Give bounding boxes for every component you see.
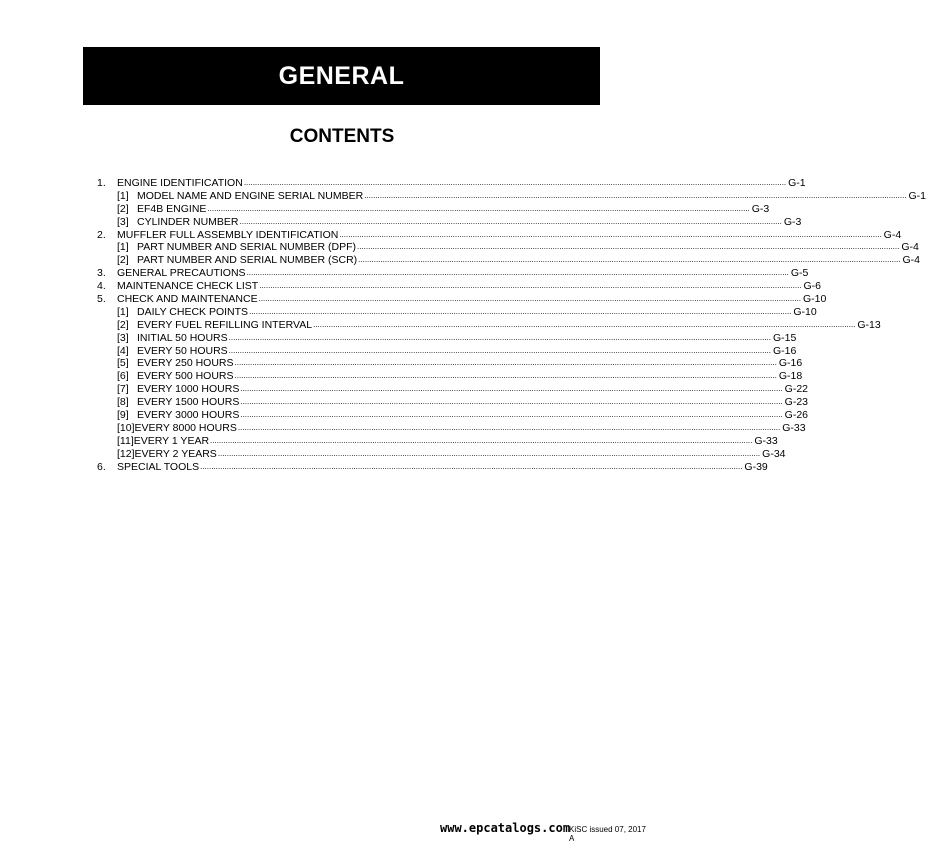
toc-leader-dots <box>247 266 789 280</box>
toc-entry-subnumber: [6] <box>117 370 129 383</box>
toc-entry-label: EVERY 8000 HOURS <box>134 421 237 434</box>
toc-entry-label: EVERY 3000 HOURS <box>137 409 240 422</box>
toc-leader-dots <box>218 447 760 461</box>
toc-entry-subnumber: [9] <box>117 409 129 422</box>
toc-leader-dots <box>240 395 782 409</box>
toc-entry-page: G-3 <box>751 202 770 215</box>
toc-entry-page: G-22 <box>784 383 809 396</box>
toc-leader-dots <box>249 305 791 319</box>
issue-note: KiSC issued 07, 2017 A <box>569 825 646 843</box>
toc-entry-page: G-4 <box>883 228 902 241</box>
toc-entry-label: MAINTENANCE CHECK LIST <box>117 280 259 293</box>
toc-entry-subnumber: [5] <box>117 357 129 370</box>
toc-entry-subnumber: [2] <box>117 318 129 331</box>
toc-entry-label: EVERY 1500 HOURS <box>137 396 240 409</box>
toc-leader-dots <box>235 356 777 370</box>
contents-heading: CONTENTS <box>289 126 395 147</box>
toc-entry-label: PART NUMBER AND SERIAL NUMBER (SCR) <box>137 254 358 267</box>
toc-leader-dots <box>235 369 777 383</box>
toc-entry-page: G-18 <box>778 370 803 383</box>
table-of-contents <box>97 177 926 473</box>
toc-leader-dots <box>240 215 782 229</box>
toc-entry-page: G-13 <box>857 318 881 331</box>
toc-entry-subnumber: [11] <box>117 434 134 447</box>
toc-entry-number: 3. <box>97 267 106 280</box>
toc-entry-label: GENERAL PRECAUTIONS <box>117 267 246 280</box>
toc-entry-page: G-33 <box>754 434 778 447</box>
toc-entry-subnumber: [3] <box>117 331 129 344</box>
toc-leader-dots <box>240 382 782 396</box>
toc-entry-label: ENGINE IDENTIFICATION <box>117 177 243 189</box>
toc-entry-page: G-1 <box>908 189 926 202</box>
toc-entry-label: EVERY 1000 HOURS <box>137 383 240 396</box>
toc-entry-number: 6. <box>97 460 106 473</box>
toc-entry-label: MODEL NAME AND ENGINE SERIAL NUMBER <box>137 189 364 202</box>
toc-entry-label: EF4B ENGINE <box>137 202 207 215</box>
toc-leader-dots <box>357 240 899 254</box>
toc-entry-page: G-39 <box>744 460 768 473</box>
toc-leader-dots <box>210 434 752 448</box>
toc-entry-page: G-10 <box>802 293 827 306</box>
toc-entry-page: G-5 <box>790 267 809 280</box>
toc-leader-dots <box>238 421 780 435</box>
toc-entry-page: G-16 <box>772 344 797 357</box>
toc-entry-page: G-15 <box>772 331 797 344</box>
toc-entry-label: CYLINDER NUMBER <box>137 215 239 228</box>
toc-entry-subnumber: [12] <box>117 447 135 460</box>
toc-entry-label: SPECIAL TOOLS <box>117 460 200 473</box>
toc-entry[interactable] <box>97 460 768 474</box>
toc-entry-subnumber: [1] <box>117 305 129 318</box>
toc-entry-page: G-10 <box>793 305 817 318</box>
toc-leader-dots <box>229 331 771 345</box>
toc-entry-label: MUFFLER FULL ASSEMBLY IDENTIFICATION <box>117 228 339 241</box>
toc-leader-dots <box>364 189 906 203</box>
toc-entry-label: DAILY CHECK POINTS <box>137 305 249 318</box>
toc-entry-label: INITIAL 50 HOURS <box>137 331 228 344</box>
toc-entry-label: EVERY 50 HOURS <box>137 344 228 357</box>
toc-leader-dots <box>313 318 855 332</box>
toc-leader-dots <box>358 253 900 267</box>
toc-leader-dots <box>259 279 801 293</box>
toc-entry-number: 4. <box>97 280 106 293</box>
toc-entry-label: EVERY 2 YEARS <box>134 447 217 460</box>
toc-entry-page: G-6 <box>803 280 822 293</box>
toc-entry-subnumber: [7] <box>117 383 129 396</box>
toc-leader-dots <box>200 460 742 474</box>
toc-leader-dots <box>240 408 782 422</box>
toc-entry-label: EVERY 1 YEAR <box>133 434 210 447</box>
section-title: GENERAL <box>278 61 405 90</box>
toc-entry-label: EVERY 250 HOURS <box>137 357 234 370</box>
toc-leader-dots <box>339 228 881 242</box>
toc-entry-label: PART NUMBER AND SERIAL NUMBER (DPF) <box>137 241 356 254</box>
toc-entry-page: G-3 <box>783 215 802 228</box>
toc-entry-label: EVERY 500 HOURS <box>137 370 234 383</box>
watermark: www.epcatalogs.com <box>440 821 571 835</box>
toc-entry-number: 2. <box>97 228 106 241</box>
toc-leader-dots <box>244 176 786 190</box>
toc-entry-subnumber: [2] <box>117 202 129 215</box>
toc-entry-label: CHECK AND MAINTENANCE <box>117 293 258 306</box>
toc-entry-subnumber: [3] <box>117 215 129 228</box>
toc-entry-page: G-26 <box>784 409 809 422</box>
toc-entry-subnumber: [4] <box>117 344 129 357</box>
toc-entry-number: 5. <box>97 293 106 306</box>
toc-entry-page: G-1 <box>788 177 806 189</box>
toc-entry-label: EVERY FUEL REFILLING INTERVAL <box>137 318 313 331</box>
toc-entry-page: G-23 <box>784 396 809 409</box>
toc-entry-subnumber: [8] <box>117 396 129 409</box>
toc-entry-number: 1. <box>97 177 106 189</box>
toc-entry-page: G-34 <box>762 447 786 460</box>
toc-entry-subnumber: [10] <box>117 421 135 434</box>
toc-entry-subnumber: [1] <box>117 241 129 254</box>
section-banner <box>83 47 600 105</box>
toc-entry-page: G-33 <box>782 421 806 434</box>
toc-leader-dots <box>207 202 749 216</box>
toc-entry-subnumber: [2] <box>117 254 129 267</box>
toc-leader-dots <box>259 292 801 306</box>
toc-entry-subnumber: [1] <box>117 189 129 202</box>
toc-entry-page: G-4 <box>902 254 920 267</box>
toc-entry-page: G-16 <box>778 357 803 370</box>
toc-entry-page: G-4 <box>901 241 919 254</box>
toc-leader-dots <box>229 344 771 358</box>
